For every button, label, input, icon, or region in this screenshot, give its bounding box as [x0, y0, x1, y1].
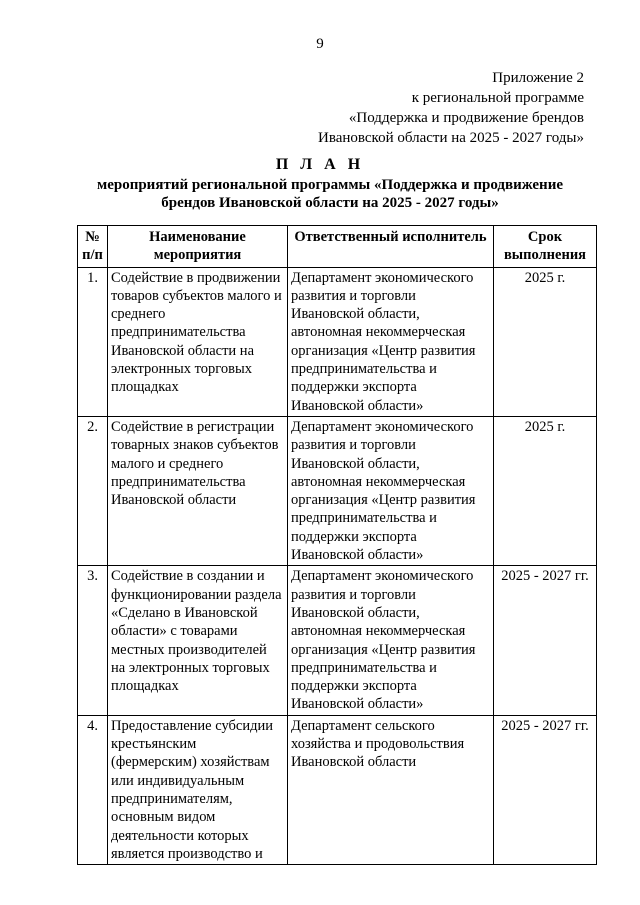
table-header-row: [78, 226, 597, 268]
row-num: 3.: [78, 566, 108, 715]
row-num: 2.: [78, 416, 108, 565]
row-term: 2025 г.: [494, 416, 597, 565]
appendix-line-1: Приложение 2: [492, 70, 584, 86]
header-executor: Ответственный исполнитель: [288, 226, 494, 268]
page-number: 9: [316, 36, 324, 52]
header-term: Срок выполнения: [494, 226, 597, 268]
row-term: 2025 г.: [494, 267, 597, 416]
table-row: [78, 267, 597, 416]
row-name: Содействие в создании и функционировании раздела «Сделано в Ивановской области» с товарами местных производителей на электронных торговых площадках: [108, 566, 288, 715]
plan-subtitle: [60, 176, 600, 212]
table-row: [78, 416, 597, 565]
row-executor: Департамент экономического развития и торговли Ивановской области, автономная некоммерческая организация «Центр развития предпринимательства и поддержки экспорта Ивановской области»: [288, 267, 494, 416]
row-name: Содействие в продвижении товаров субъектов малого и среднего предпринимательства Ивановской области на электронных торговых площадках: [108, 267, 288, 416]
header-num: № п/п: [78, 226, 108, 268]
plan-subtitle-line-2: брендов Ивановской области на 2025 - 2027 годы»: [161, 195, 499, 211]
table-row: [78, 715, 597, 864]
row-name: Содействие в регистрации товарных знаков субъектов малого и среднего предпринимательства Ивановской области: [108, 416, 288, 565]
appendix-line-4: Ивановской области на 2025 - 2027 годы»: [318, 130, 584, 146]
header-name: Наименование мероприятия: [108, 226, 288, 268]
plan-subtitle-line-1: мероприятий региональной программы «Поддержка и продвижение: [96, 177, 564, 193]
plan-table: [77, 225, 597, 865]
row-term: 2025 - 2027 гг.: [494, 566, 597, 715]
table-row: [78, 566, 597, 715]
plan-title: П Л А Н: [275, 156, 365, 173]
row-executor: Департамент экономического развития и торговли Ивановской области, автономная некоммерческая организация «Центр развития предпринимательства и поддержки экспорта Ивановской области»: [288, 416, 494, 565]
row-num: 1.: [78, 267, 108, 416]
row-executor: Департамент экономического развития и торговли Ивановской области, автономная некоммерческая организация «Центр развития предпринимательства и поддержки экспорта Ивановской области»: [288, 566, 494, 715]
appendix-line-3: «Поддержка и продвижение брендов: [348, 110, 584, 126]
row-name: Предоставление субсидии крестьянским (фермерским) хозяйствам или индивидуальным предпринимателям, основным видом деятельности которых является производство и: [108, 715, 288, 864]
row-executor: Департамент сельского хозяйства и продовольствия Ивановской области: [288, 715, 494, 864]
row-term: 2025 - 2027 гг.: [494, 715, 597, 864]
appendix-block: [244, 68, 584, 148]
row-num: 4.: [78, 715, 108, 864]
appendix-line-2: к региональной программе: [411, 90, 584, 106]
